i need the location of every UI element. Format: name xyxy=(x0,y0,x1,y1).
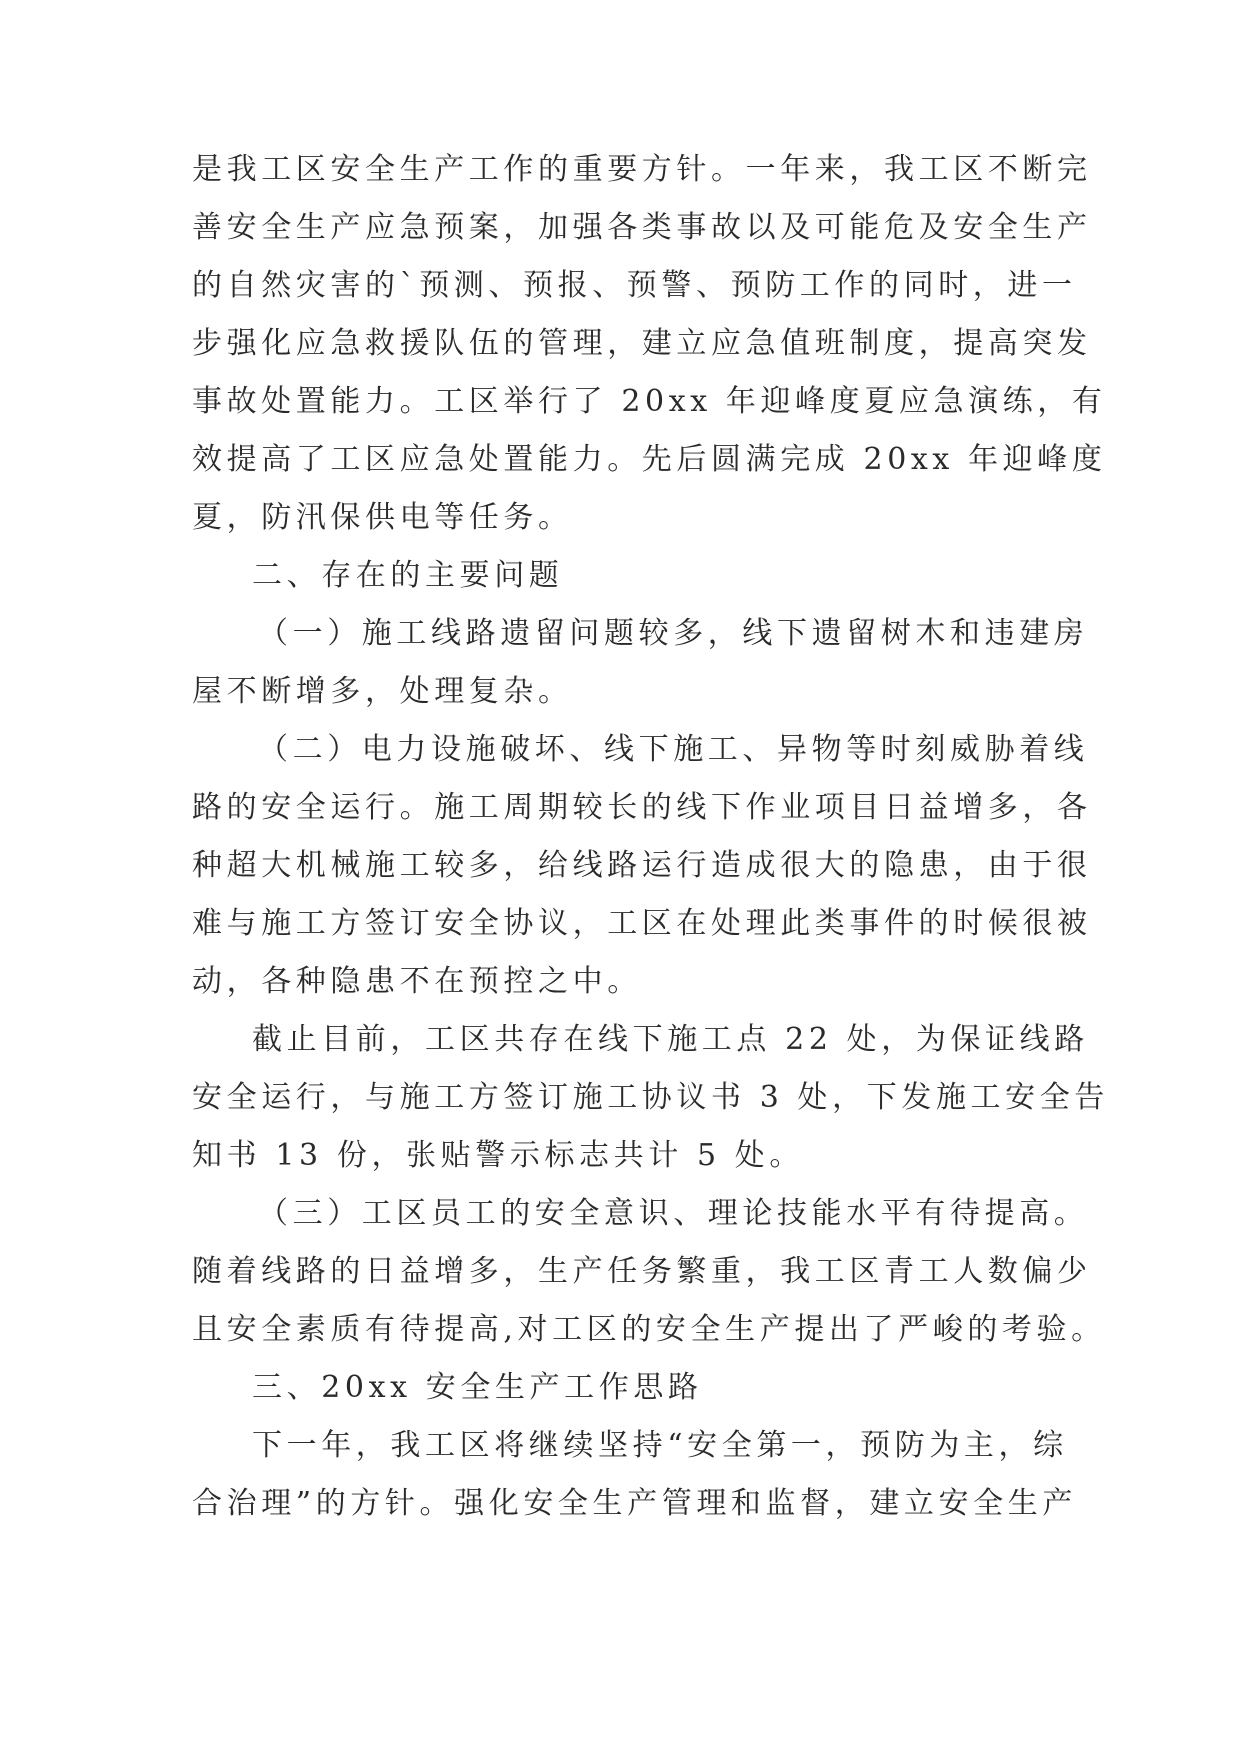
section-heading: 二、存在的主要问题 xyxy=(252,558,564,593)
text-line: （二）电力设施破坏、线下施工、异物等时刻威胁着线 xyxy=(258,732,1089,767)
text-line: 步强化应急救援队伍的管理，建立应急值班制度，提高突发 xyxy=(192,326,1092,361)
text-line: （一）施工线路遗留问题较多，线下遗留树木和违建房 xyxy=(258,616,1089,651)
text-line: 的自然灾害的`预测、预报、预警、预防工作的同时，进一 xyxy=(192,268,1077,303)
text-line: 事故处置能力。工区举行了 20xx 年迎峰度夏应急演练，有 xyxy=(192,384,1107,419)
text-line: 效提高了工区应急处置能力。先后圆满完成 20xx 年迎峰度 xyxy=(192,442,1107,477)
text-line: 夏，防汛保供电等任务。 xyxy=(192,500,573,535)
text-line: 难与施工方签订安全协议，工区在处理此类事件的时候很被 xyxy=(192,906,1092,941)
text-line: （三）工区员工的安全意识、理论技能水平有待提高。 xyxy=(258,1196,1089,1231)
text-line: 路的安全运行。施工周期较长的线下作业项目日益增多，各 xyxy=(192,790,1092,825)
text-line: 动，各种隐患不在预控之中。 xyxy=(192,964,642,999)
section-heading: 三、20xx 安全生产工作思路 xyxy=(252,1370,703,1405)
text-line: 安全运行，与施工方签订施工协议书 3 处，下发施工安全告 xyxy=(192,1080,1109,1115)
text-line: 是我工区安全生产工作的重要方针。一年来，我工区不断完 xyxy=(192,152,1092,187)
text-line: 合治理”的方针。强化安全生产管理和监督，建立安全生产 xyxy=(192,1486,1077,1521)
text-line: 种超大机械施工较多，给线路运行造成很大的隐患，由于很 xyxy=(192,848,1092,883)
text-line: 善安全生产应急预案，加强各类事故以及可能危及安全生产 xyxy=(192,210,1092,245)
text-line: 截止目前，工区共存在线下施工点 22 处，为保证线路 xyxy=(252,1022,1089,1057)
text-line: 随着线路的日益增多，生产任务繁重，我工区青工人数偏少 xyxy=(192,1254,1092,1289)
text-line: 知书 13 份，张贴警示标志共计 5 处。 xyxy=(192,1138,805,1173)
text-line: 且安全素质有待提高,对工区的安全生产提出了严峻的考验。 xyxy=(192,1312,1106,1347)
text-line: 屋不断增多，处理复杂。 xyxy=(192,674,573,709)
text-line: 下一年，我工区将继续坚持“安全第一，预防为主，综 xyxy=(252,1428,1068,1463)
